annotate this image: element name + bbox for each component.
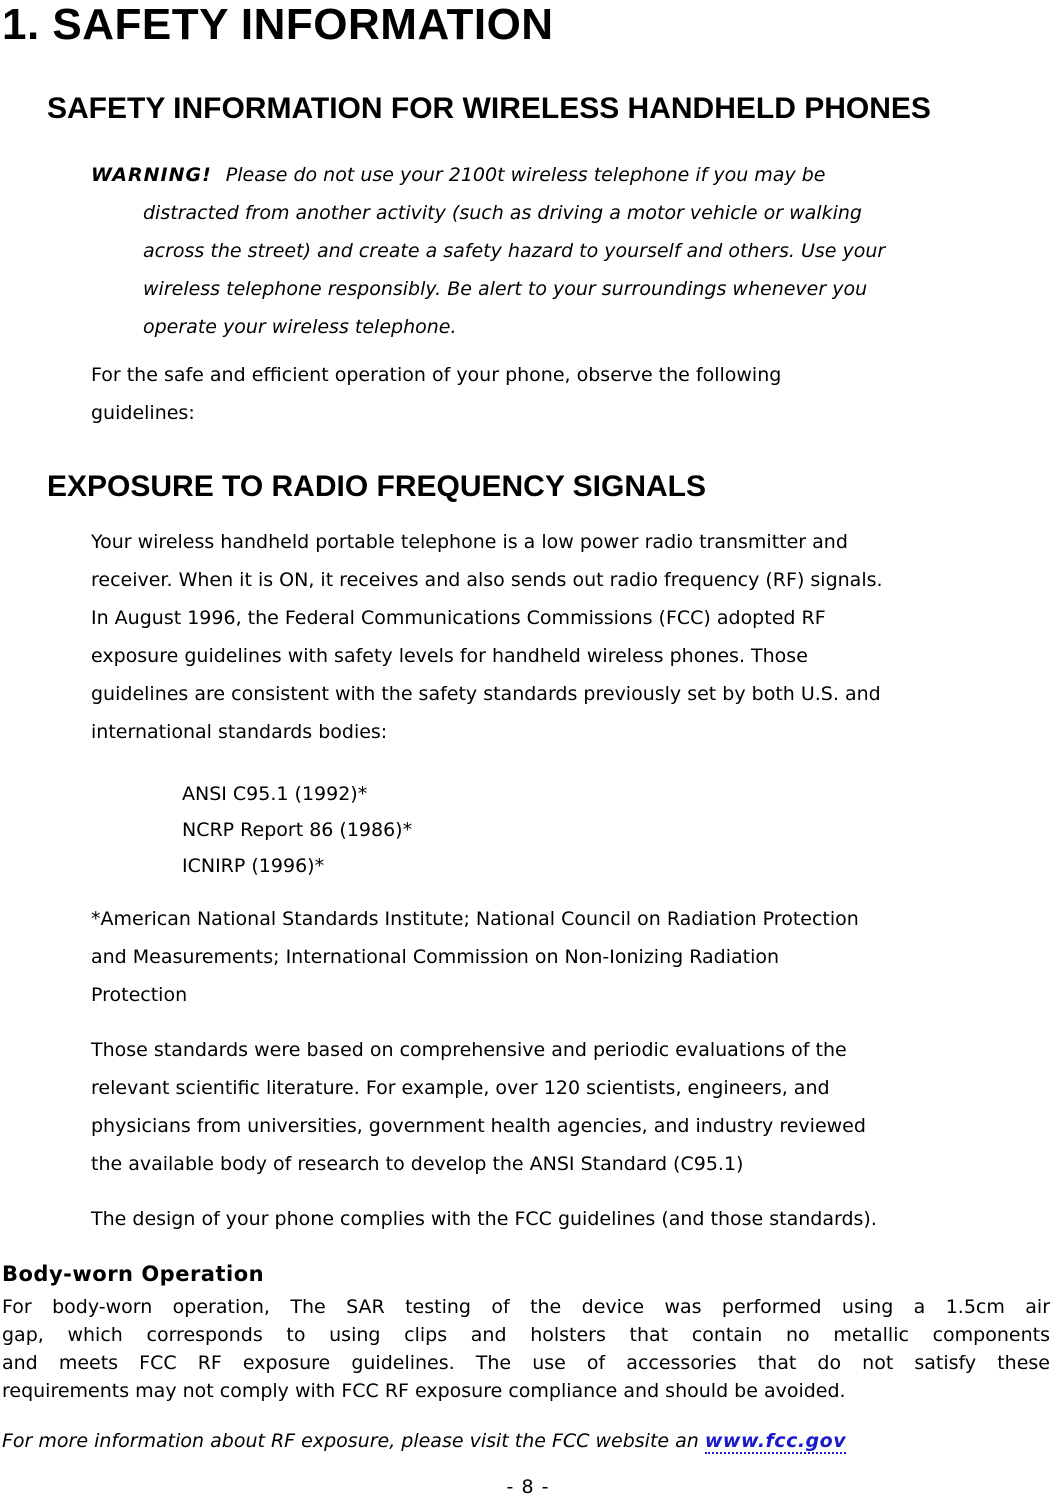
more-info-text: For more information about RF exposure, please visit the FCC website an [2, 1430, 705, 1452]
text-line: In August 1996, the Federal Communications Commissions (FCC) adopted RF [91, 607, 826, 629]
text-line: the available body of research to develop the ANSI Standard (C95.1) [91, 1153, 744, 1175]
standard-item: NCRP Report 86 (1986)* [182, 819, 413, 841]
text-line: physicians from universities, government health agencies, and industry reviewed [91, 1115, 866, 1137]
text-line: requirements may not comply with FCC RF exposure compliance and should be avoided. [2, 1380, 846, 1402]
warning-line: across the street) and create a safety hazard to yourself and others. Use your [143, 240, 886, 262]
warning-line: operate your wireless telephone. [143, 316, 457, 338]
section-heading-wireless-safety: SAFETY INFORMATION FOR WIRELESS HANDHELD PHONES [47, 92, 931, 125]
warning-paragraph [91, 156, 1051, 346]
text-line: gap, which corresponds to using clips and holsters that contain no metallic components [2, 1324, 1050, 1346]
text-line: For body-worn operation, The SAR testing of the device was performed using a 1.5cm air [2, 1296, 1050, 1318]
text-line: Your wireless handheld portable telephone is a low power radio transmitter and [91, 531, 848, 553]
warning-label: WARNING! [91, 164, 212, 186]
page-title: 1. SAFETY INFORMATION [2, 0, 554, 49]
standards-list [182, 776, 412, 884]
text-line: international standards bodies: [91, 721, 388, 743]
text-line: For the safe and efficient operation of your phone, observe the following [91, 364, 782, 386]
guidelines-paragraph [91, 356, 1056, 432]
standard-item: ANSI C95.1 (1992)* [182, 783, 368, 805]
fcc-website-link[interactable]: www.fcc.gov [704, 1430, 847, 1452]
text-line: guidelines: [91, 402, 195, 424]
text-line: *American National Standards Institute; National Council on Radiation Protection [91, 908, 859, 930]
standards-basis-paragraph [91, 1031, 1056, 1183]
text-line: relevant scientific literature. For example, over 120 scientists, engineers, and [91, 1077, 830, 1099]
text-line: receiver. When it is ON, it receives and also sends out radio frequency (RF) signals. [91, 569, 883, 591]
body-worn-heading: Body-worn Operation [2, 1262, 265, 1286]
compliance-statement: The design of your phone complies with the FCC guidelines (and those standards). [91, 1208, 877, 1230]
section-heading-rf-exposure: EXPOSURE TO RADIO FREQUENCY SIGNALS [47, 470, 706, 503]
text-line: Protection [91, 984, 188, 1006]
page-number: - 8 - [506, 1476, 550, 1498]
text-line: Those standards were based on comprehensive and periodic evaluations of the [91, 1039, 847, 1061]
text-line: and Measurements; International Commission on Non-Ionizing Radiation [91, 946, 780, 968]
text-line: exposure guidelines with safety levels for handheld wireless phones. Those [91, 645, 808, 667]
text-line: guidelines are consistent with the safety standards previously set by both U.S. and [91, 683, 881, 705]
warning-line: Please do not use your 2100t wireless telephone if you may be [225, 164, 826, 186]
text-line: and meets FCC RF exposure guidelines. The use of accessories that do not satisfy these [2, 1352, 1050, 1374]
warning-line: wireless telephone responsibly. Be alert to your surroundings whenever you [143, 278, 868, 300]
body-worn-paragraph [2, 1293, 1050, 1405]
rf-intro-paragraph [91, 523, 1056, 751]
standards-footnote [91, 900, 1056, 1014]
standard-item: ICNIRP (1996)* [182, 855, 325, 877]
warning-line: distracted from another activity (such as driving a motor vehicle or walking [143, 202, 862, 224]
more-info-line [2, 1430, 846, 1452]
